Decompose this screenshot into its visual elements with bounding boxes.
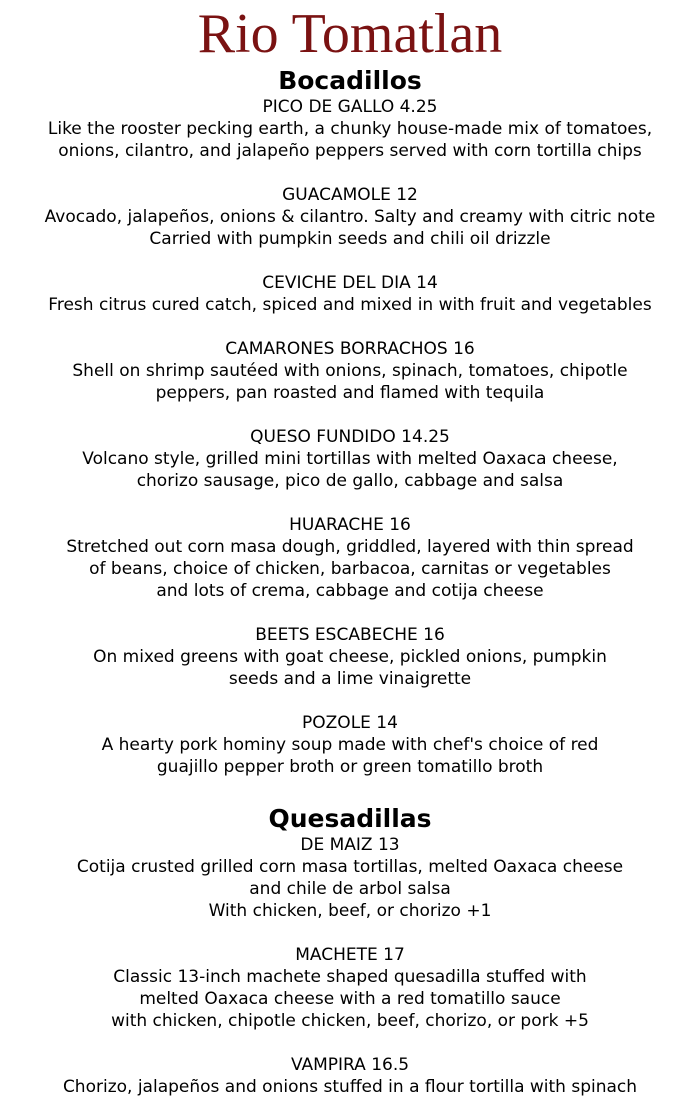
menu-item [0, 184, 700, 250]
item-name: CEVICHE DEL DIA 14 [262, 273, 438, 293]
item-description: Fresh citrus cured catch, spiced and mixed in with fruit and vegetables [48, 295, 652, 315]
item-name: GUACAMOLE 12 [282, 185, 418, 205]
section-heading-quesadillas: Quesadillas [268, 804, 432, 833]
item-description: Carried with pumpkin seeds and chili oil drizzle [149, 229, 551, 249]
item-name: QUESO FUNDIDO 14.25 [250, 427, 450, 447]
item-description: Stretched out corn masa dough, griddled, layered with thin spread [66, 537, 634, 557]
item-description: of beans, choice of chicken, barbacoa, carnitas or vegetables [89, 559, 611, 579]
item-name: HUARACHE 16 [289, 515, 411, 535]
menu-item [0, 624, 700, 690]
menu-item [0, 1054, 700, 1098]
item-description: Classic 13-inch machete shaped quesadilla stuffed with [113, 967, 587, 987]
menu-item [0, 426, 700, 492]
item-name: PICO DE GALLO 4.25 [262, 97, 438, 117]
item-description: On mixed greens with goat cheese, pickled onions, pumpkin [93, 647, 607, 667]
item-description: A hearty pork hominy soup made with chef's choice of red [101, 735, 599, 755]
menu-item [0, 712, 700, 778]
item-description: peppers, pan roasted and flamed with tequila [155, 383, 545, 403]
section-heading-bocadillos: Bocadillos [278, 66, 422, 95]
item-description: Cotija crusted grilled corn masa tortillas, melted Oaxaca cheese [76, 857, 624, 877]
menu-item [0, 944, 700, 1032]
item-description: Shell on shrimp sautéed with onions, spinach, tomatoes, chipotle [72, 361, 628, 381]
menu-item [0, 272, 700, 316]
item-description: Volcano style, grilled mini tortillas with melted Oaxaca cheese, [82, 449, 618, 469]
item-name: POZOLE 14 [302, 713, 398, 733]
item-description: seeds and a lime vinaigrette [228, 669, 472, 689]
item-description: chorizo sausage, pico de gallo, cabbage and salsa [136, 471, 564, 491]
menu-item [0, 834, 700, 922]
item-name: CAMARONES BORRACHOS 16 [225, 339, 475, 359]
item-description: melted Oaxaca cheese with a red tomatillo sauce [139, 989, 561, 1009]
item-name: VAMPIRA 16.5 [290, 1055, 410, 1075]
item-name: DE MAIZ 13 [300, 835, 400, 855]
item-description: with chicken, chipotle chicken, beef, chorizo, or pork +5 [111, 1011, 589, 1031]
menu-item [0, 96, 700, 162]
item-description: Avocado, jalapeños, onions & cilantro. Salty and creamy with citric note [44, 207, 656, 227]
item-name: MACHETE 17 [295, 945, 405, 965]
menu-item [0, 514, 700, 602]
restaurant-title: Rio Tomatlan [197, 3, 503, 65]
item-description: guajillo pepper broth or green tomatillo broth [156, 757, 544, 777]
item-description: With chicken, beef, or chorizo +1 [208, 901, 492, 921]
item-description: and lots of crema, cabbage and cotija cheese [156, 581, 544, 601]
item-description: Chorizo, jalapeños and onions stuffed in a flour tortilla with spinach [62, 1077, 638, 1097]
item-name: BEETS ESCABECHE 16 [255, 625, 445, 645]
item-description: onions, cilantro, and jalapeño peppers served with corn tortilla chips [58, 141, 642, 161]
item-description: and chile de arbol salsa [249, 879, 451, 899]
menu-item [0, 338, 700, 404]
item-description: Like the rooster pecking earth, a chunky house-made mix of tomatoes, [47, 119, 653, 139]
